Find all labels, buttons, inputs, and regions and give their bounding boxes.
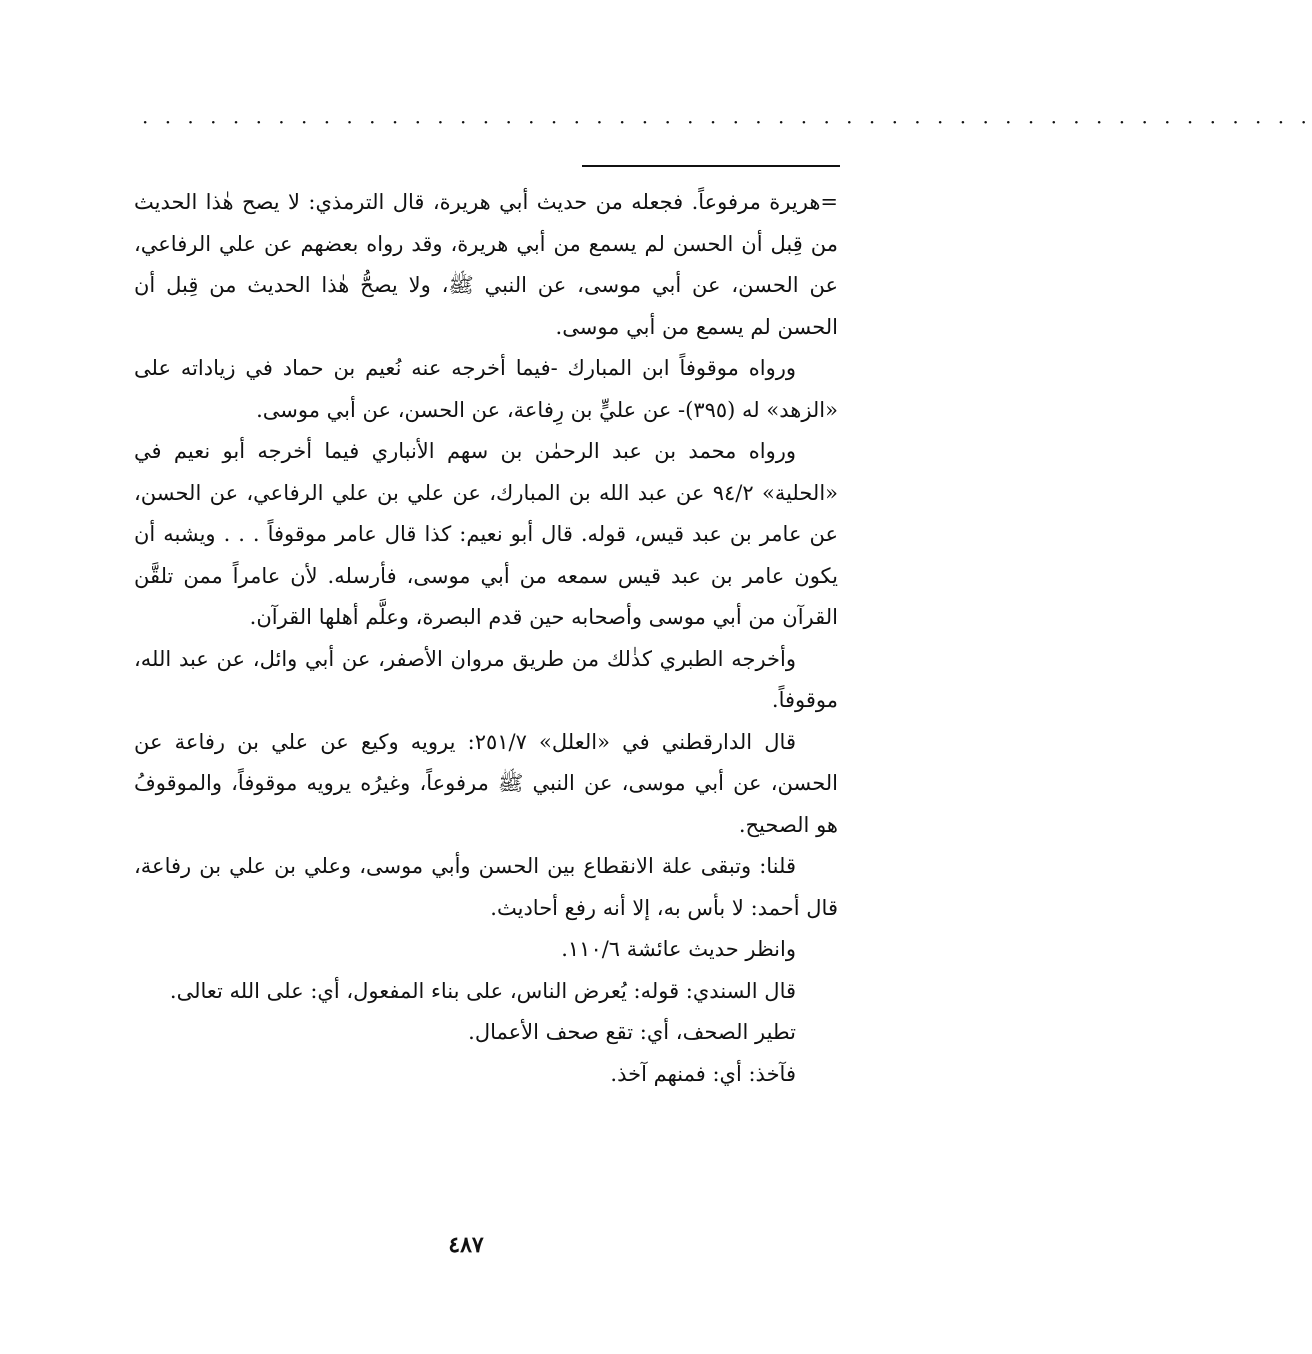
paragraph-anbari: ورواه محمد بن عبد الرحمٰن بن سهم الأنباري فيما أخرجه أبو نعيم في «الحلية» ٩٤/٢ عن عبد الله بن المبارك، عن علي بن علي الرفاعي، عن الحسن، عن عامر بن عبد قيس، قوله. قال أبو نعيم: كذا قال عامر موقوفاً . . . ويشبه أن يكون عامر بن عبد قيس سمعه من أبي موسى، فأرسله. لأن عامراً ممن تلقَّن القرآن من أبي موسى وأصحابه حين قدم البصرة، وعلَّم أهلها القرآن. (134, 439, 838, 629)
paragraph-daraqutni: قال الدارقطني في «العلل» ٢٥١/٧: يرويه وكيع عن علي بن رفاعة عن الحسن، عن أبي موسى، عن النبي ﷺ مرفوعاً، وغيرُه يرويه موقوفاً، والموقوفُ هو الصحيح. (134, 729, 838, 837)
footnote-rule (582, 165, 840, 167)
paragraph-tateer: تطير الصحف، أي: تقع صحف الأعمال. (468, 1020, 796, 1044)
paragraph-ibn-mubarak: ورواه موقوفاً ابن المبارك -فيما أخرجه عنه نُعيم بن حماد في زياداته على «الزهد» له (٣٩٥)- عن عليٍّ بن رِفاعة، عن الحسن، عن أبي موسى. (134, 356, 838, 422)
paragraph-fakhidh: فآخذ: أي: فمنهم آخذ. (610, 1061, 796, 1086)
paragraph-aisha-reference: وانظر حديث عائشة ١١٠/٦. (561, 937, 796, 961)
page-number: ٤٨٧ (448, 1232, 484, 1258)
paragraph-tabari: وأخرجه الطبري كذٰلك من طريق مروان الأصفر، عن أبي وائل، عن عبد الله، موقوفاً. (134, 646, 838, 712)
dotted-separator: · · · · · · · · · · · · · · · · · · · · · · · · · · · · · · · · · · · · · · · · · · · · · · · · · · · · (142, 110, 1312, 134)
paragraph-sindi: قال السندي: قوله: يُعرض الناس، على بناء المفعول، أي: على الله تعالى. (169, 978, 796, 1003)
paragraph-qulna: قلنا: وتبقى علة الانقطاع بين الحسن وأبي موسى، وعلي بن علي بن رفاعة، قال أحمد: لا بأس به، إلا أنه رفع أحاديث. (134, 854, 838, 920)
footnote-text (134, 182, 838, 1095)
paragraph-continuation: =هريرة مرفوعاً. فجعله من حديث أبي هريرة، قال الترمذي: لا يصح هٰذا الحديث من قِبل أن الحسن لم يسمع من أبي هريرة، وقد رواه بعضهم عن علي الرفاعي، عن الحسن، عن أبي موسى، عن النبي ﷺ، ولا يصحُّ هٰذا الحديث من قِبل أن الحسن لم يسمع من أبي موسى. (134, 190, 838, 339)
